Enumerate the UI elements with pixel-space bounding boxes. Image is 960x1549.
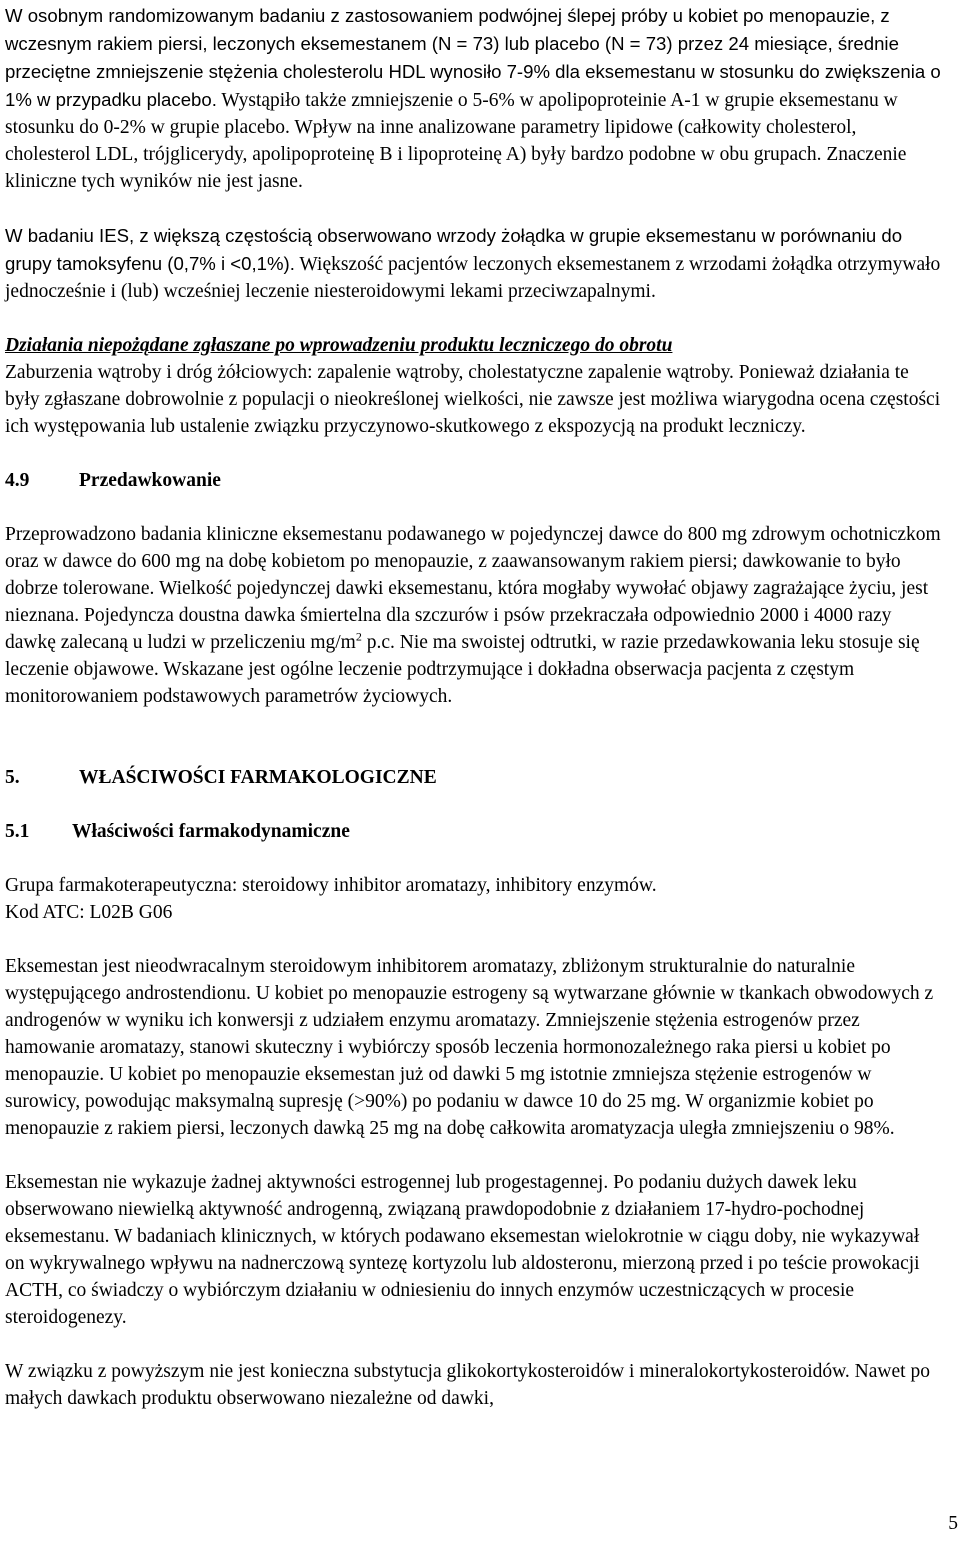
postmarketing-heading-text: Działania niepożądane zgłaszane po wprowadzeniu produktu leczniczego do obrotu — [5, 335, 673, 356]
postmarketing-heading — [5, 332, 943, 359]
section-5-heading — [5, 764, 943, 791]
pharmacotherapeutic-group: Grupa farmakoterapeutyczna: steroidowy inhibitor aromatazy, inhibitory enzymów. — [5, 875, 657, 896]
document-body — [5, 2, 943, 1412]
pharmacodynamics-paragraph-2: Eksemestan nie wykazuje żadnej aktywności estrogennej lub progestagennej. Po podaniu dużych dawek leku obserwowano niewielką aktywność androgenną, związaną prawdopodobnie z działaniem 17-hydro-pochodnej eksemestanu. W badaniach klinicznych, w których podawano eksemestan wielokrotnie w ciągu doby, nie wykazywał on wykrywalnego wpływu na nadnerczową syntezę kortyzolu lub aldosteronu, mierzoną przed i po teście prowokacji ACTH, co świadczy o wybiórczym działaniu w odniesieniu do innych enzymów uczestniczących w procesie steroidogenezy. — [5, 1172, 920, 1328]
lipid-study-text-serif: Wystąpiło także zmniejszenie o 5-6% w apolipoproteinie A-1 w grupie eksemestanu w stosunku do 0-2% w grupie placebo. Wpływ na inne analizowane parametry lipidowe (całkowity cholesterol, cholesterol LDL, trójglicerydy, apolipoproteinę B i lipoproteinę A) były bardzo podobne w obu grupach. Znaczenie kliniczne tych wyników nie jest jasne. — [5, 90, 907, 192]
overdose-superscript: 2 — [355, 629, 362, 644]
section-5-1-title: Właściwości farmakodynamiczne — [72, 821, 350, 842]
section-4-9-title: Przedawkowanie — [79, 470, 221, 491]
page-number: 5 — [948, 1513, 958, 1534]
section-5-1-number: 5.1 — [5, 821, 30, 842]
pharmacodynamics-paragraph-3: W związku z powyższym nie jest konieczna substytucja glikokortykosteroidów i mineralokortykosteroidów. Nawet po małych dawkach produktu obserwowano niezależne od dawki, — [5, 1361, 930, 1409]
section-5-number: 5. — [5, 767, 20, 788]
gastric-ulcer-paragraph — [5, 222, 943, 305]
overdose-text-part-2: p.c. Nie ma swoistej odtrutki, w razie przedawkowania leku stosuje się leczenie objawowe. Wskazane jest ogólne leczenie podtrzymujące i dokładna obserwacja pacjenta z częstym monitorowaniem podstawowych parametrów życiowych. — [5, 632, 920, 707]
lipid-study-text-sans: W osobnym randomizowanym badaniu z zastosowaniem podwójnej ślepej próby u kobiet po menopauzie, z wczesnym rakiem piersi, leczonych eksemestanem (N = 73) lub placebo (N = 73) przez 24 miesiące, średnie przeciętne zmniejszenie stężenia cholesterolu HDL wynosiło 7-9% dla eksemestanu w stosunku do zwiększenia o 1% w przypadku placebo. — [5, 5, 941, 110]
section-5-1-heading — [5, 818, 943, 845]
pharmacodynamics-paragraph-1: Eksemestan jest nieodwracalnym steroidowym inhibitorem aromatazy, zbliżonym strukturalnie do naturalnie występującego androstendionu. U kobiet po menopauzie estrogeny są wytwarzane głównie w tkankach obwodowych z androgenów w wyniku ich konwersji z udziałem enzymu aromatazy. Zmniejszenie stężenia estrogenów przez hamowanie aromatazy, stanowi skuteczny i wybiórczy sposób leczenia hormonozależnego raka piersi u kobiet po menopauzie. U kobiet po menopauzie eksemestan już od dawki 5 mg istotnie zmniejsza stężenie estrogenów w surowicy, powodując maksymalną supresję (>90%) po podaniu w dawce 10 do 25 mg. W organizmie kobiet po menopauzie z rakiem piersi, leczonych dawką 25 mg na dobę całkowita aromatyzacja uległa zmniejszeniu o 98%. — [5, 956, 934, 1139]
overdose-text-part-1: Przeprowadzono badania kliniczne eksemestanu podawanego w pojedynczej dawce do 800 mg zdrowym ochotniczkom oraz w dawce do 600 mg na dobę kobietom po menopauzie, z zaawansowanym rakiem piersi; dawkowanie to było dobrze tolerowane. Wielkość pojedynczej dawki eksemestanu, która mogłaby wywołać objawy zagrażające życiu, jest nieznana. Pojedyncza doustna dawka śmiertelna dla szczurów i psów przekraczała odpowiednio 2000 i 4000 razy dawkę zalecaną u ludzi w przeliczeniu mg/m — [5, 524, 941, 653]
section-4-9-number: 4.9 — [5, 470, 30, 491]
atc-code: Kod ATC: L02B G06 — [5, 902, 173, 923]
overdose-paragraph — [5, 521, 943, 710]
gastric-ulcer-text-sans: W badaniu IES, z większą częstością obserwowano wrzody żołądka w grupie eksemestanu w porównaniu do grupy tamoksyfenu (0,7% i <0,1%). — [5, 225, 903, 274]
postmarketing-paragraph: Zaburzenia wątroby i dróg żółciowych: zapalenie wątroby, cholestatyczne zapalenie wątroby. Ponieważ działania te były zgłaszane dobrowolnie z populacji o nieokreślonej wielkości, nie zawsze jest możliwa wiarygodna ocena częstości ich występowania lub ustalenie związku przyczynowo-skutkowego z ekspozycją na produkt leczniczy. — [5, 362, 941, 437]
lipid-study-paragraph — [5, 2, 943, 195]
gastric-ulcer-text-serif: Większość pacjentów leczonych eksemestanem z wrzodami żołądka otrzymywało jednocześnie i (lub) wcześniej leczenie niesteroidowymi lekami przeciwzapalnymi. — [5, 254, 941, 302]
section-4-9-heading — [5, 467, 943, 494]
section-5-title: WŁAŚCIWOŚCI FARMAKOLOGICZNE — [79, 767, 437, 788]
